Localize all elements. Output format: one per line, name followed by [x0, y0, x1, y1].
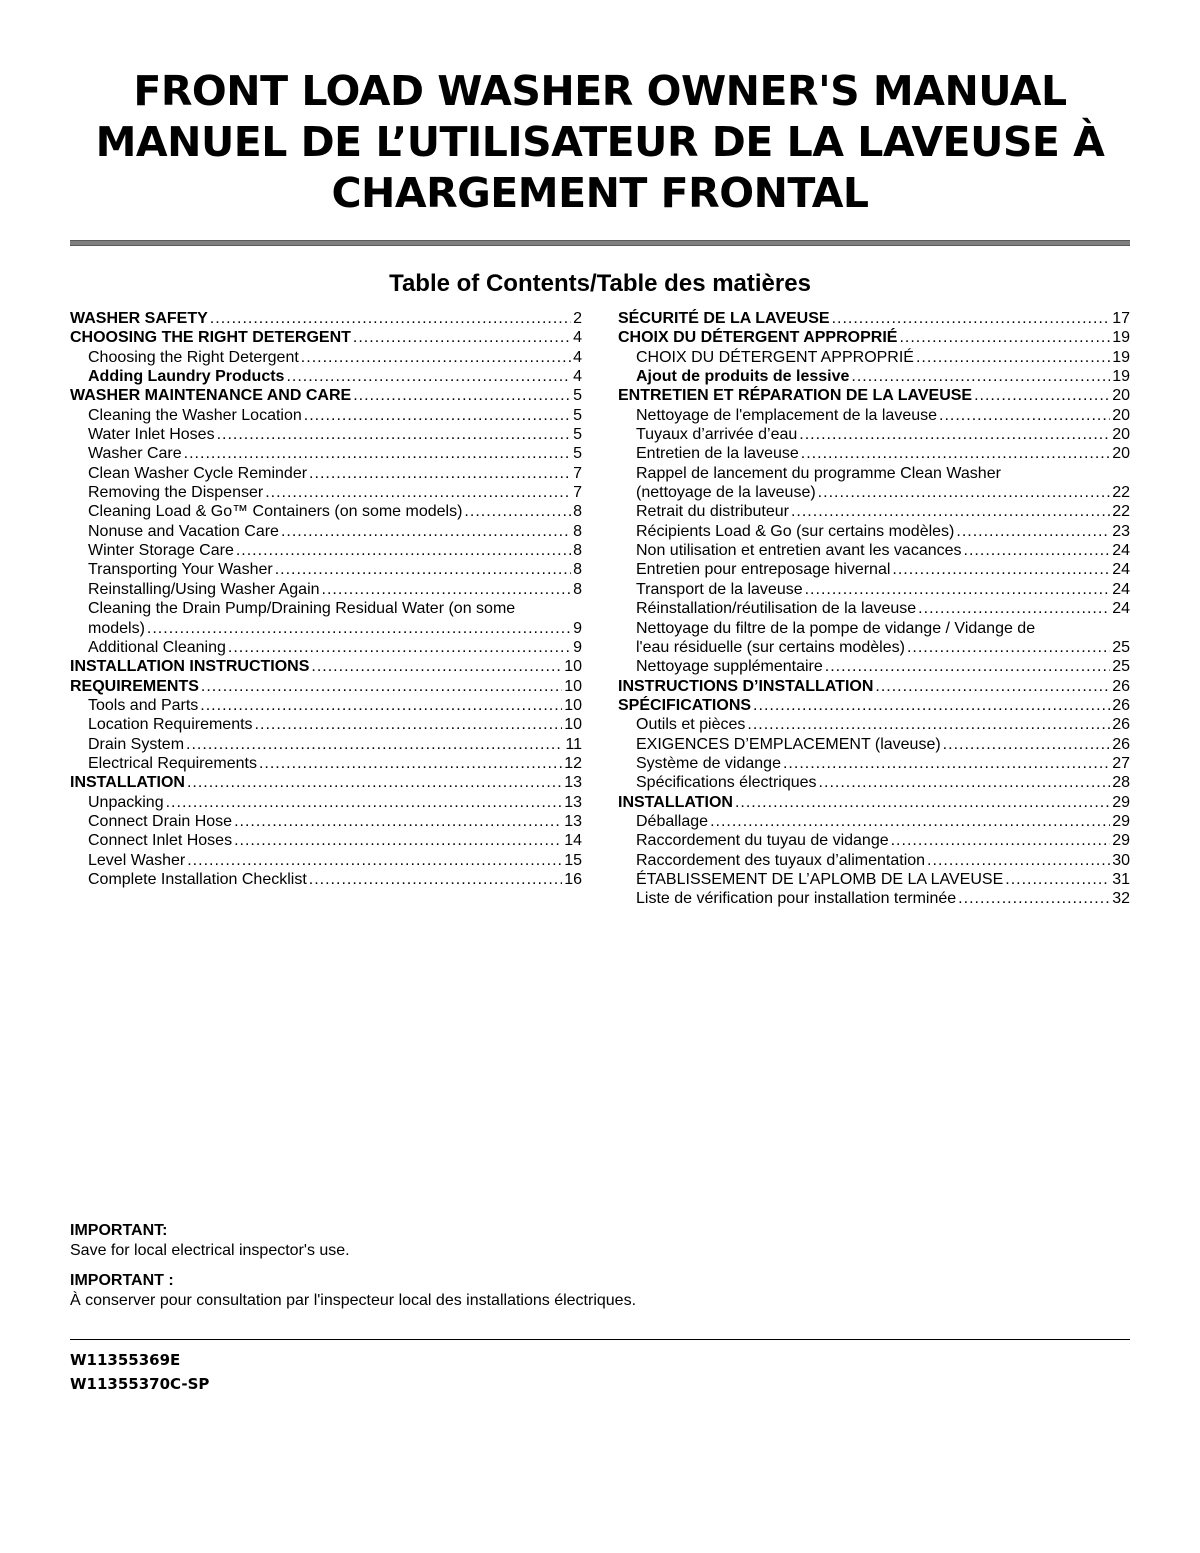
toc-leader-dots	[228, 638, 571, 657]
toc-entry	[70, 444, 582, 463]
toc-entry	[618, 870, 1130, 889]
toc-entry	[70, 715, 582, 734]
toc-page-number: 24	[1112, 600, 1130, 618]
toc-leader-dots	[255, 715, 563, 734]
important-note-label: IMPORTANT :	[70, 1272, 174, 1289]
toc-page-number: 26	[1112, 735, 1130, 753]
toc-entry	[618, 599, 1130, 618]
toc-entry	[70, 793, 582, 812]
toc-entry-label: Cleaning Load & Go™ Containers (on some models)	[88, 503, 463, 521]
toc-leader-dots	[259, 754, 562, 773]
toc-page-number: 31	[1112, 870, 1130, 888]
toc-leader-dots	[186, 735, 563, 754]
toc-entry	[70, 735, 582, 754]
toc-entry	[70, 560, 582, 579]
toc-leader-dots	[234, 812, 562, 831]
toc-page-number: 10	[564, 677, 582, 695]
toc-leader-dots	[1005, 870, 1110, 889]
toc-page-number: 20	[1112, 387, 1130, 405]
toc-entry	[618, 851, 1130, 870]
toc-entry-label: Cleaning the Washer Location	[88, 406, 302, 424]
toc-page-number: 10	[564, 658, 582, 676]
toc-page-number: 10	[564, 716, 582, 734]
toc-page-number: 28	[1112, 774, 1130, 792]
toc-page-number: 29	[1112, 793, 1130, 811]
toc-entry	[618, 696, 1130, 715]
toc-heading: Table of Contents/Table des matières	[389, 270, 811, 297]
toc-entry-label: WASHER SAFETY	[70, 310, 208, 327]
toc-entry-label: Outils et pièces	[636, 716, 746, 734]
toc-leader-dots	[200, 696, 562, 715]
toc-page-number: 15	[564, 851, 582, 869]
toc-page-number: 19	[1112, 348, 1130, 366]
toc-page-number: 16	[564, 870, 582, 888]
toc-leader-dots	[964, 541, 1111, 560]
toc-page-number: 4	[573, 329, 582, 347]
toc-page-number: 2	[573, 310, 582, 327]
toc-entry-label: Adding Laundry Products	[88, 368, 285, 386]
toc-entry-label: Entretien de la laveuse	[636, 445, 799, 463]
toc-entry-label: INSTALLATION	[70, 774, 185, 792]
footer-divider	[70, 1339, 1130, 1340]
toc-entry	[618, 831, 1130, 850]
toc-page-number: 12	[564, 754, 582, 772]
toc-page-number: 29	[1112, 812, 1130, 830]
toc-entry-label: CHOIX DU DÉTERGENT APPROPRIÉ	[636, 348, 914, 366]
toc-entry-label-continued: l'eau résiduelle (sur certains modèles)	[636, 638, 905, 656]
toc-entry	[70, 812, 582, 831]
toc-entry-label: SÉCURITÉ DE LA LAVEUSE	[618, 310, 830, 327]
toc-leader-dots	[892, 560, 1110, 579]
important-note	[70, 1221, 1130, 1261]
toc-entry	[70, 502, 582, 521]
toc-entry	[70, 464, 582, 483]
toc-page-number: 19	[1112, 329, 1130, 347]
toc-leader-dots	[907, 638, 1110, 657]
toc-leader-dots	[309, 464, 571, 483]
toc-entry-label: Washer Care	[88, 445, 182, 463]
toc-entry	[618, 309, 1130, 328]
toc-entry	[70, 348, 582, 367]
toc-leader-dots	[710, 812, 1110, 831]
toc-entry-label: Water Inlet Hoses	[88, 426, 215, 444]
toc-leader-dots	[943, 735, 1111, 754]
toc-page-number: 8	[573, 522, 582, 540]
toc-entry	[618, 367, 1130, 386]
toc-leader-dots	[201, 677, 562, 696]
toc-leader-dots	[875, 677, 1110, 696]
toc-leader-dots	[825, 657, 1110, 676]
toc-page-number: 26	[1112, 716, 1130, 734]
toc-page-number: 25	[1112, 638, 1130, 656]
toc-entry-label: Transporting Your Washer	[88, 561, 273, 579]
toc-leader-dots	[210, 309, 571, 328]
toc-entry-label: Nettoyage de l'emplacement de la laveuse	[636, 406, 938, 424]
toc-leader-dots	[832, 309, 1111, 328]
toc-entry	[70, 696, 582, 715]
toc-page-number: 24	[1112, 580, 1130, 598]
toc-entry-label: Liste de vérification pour installation terminée	[636, 890, 957, 908]
toc-entry	[618, 502, 1130, 521]
toc-entry-label: Raccordement des tuyaux d’alimentation	[636, 851, 926, 869]
toc-entry-label: Nettoyage supplémentaire	[636, 658, 823, 676]
toc-leader-dots	[899, 328, 1110, 347]
toc-entry-label: Entretien pour entreposage hivernal	[636, 561, 891, 579]
document-codes	[70, 1348, 209, 1396]
toc-entry-label: Choosing the Right Detergent	[88, 348, 299, 366]
toc-entry	[618, 444, 1130, 463]
toc-entry	[70, 599, 582, 618]
toc-entry-label: INSTALLATION INSTRUCTIONS	[70, 658, 310, 676]
toc-entry	[70, 870, 582, 889]
toc-entry-label: Cleaning the Drain Pump/Draining Residual Water (on some	[88, 600, 516, 618]
toc-entry	[618, 522, 1130, 541]
toc-page-number: 19	[1112, 368, 1130, 386]
toc-entry	[618, 386, 1130, 405]
toc-entry	[618, 425, 1130, 444]
toc-entry-label: Connect Drain Hose	[88, 812, 233, 830]
toc-leader-dots	[819, 773, 1111, 792]
document-title	[60, 66, 1140, 219]
toc-page-number: 24	[1112, 542, 1130, 560]
part-number: W11355369E	[70, 1351, 181, 1369]
toc-entry	[70, 638, 582, 657]
toc-entry-label: Location Requirements	[88, 716, 253, 734]
toc-page-number: 5	[573, 426, 582, 444]
toc-entry	[70, 522, 582, 541]
toc-entry-label: Retrait du distributeur	[636, 503, 789, 521]
toc-leader-dots	[286, 367, 571, 386]
toc-page-number: 20	[1112, 406, 1130, 424]
toc-entry-label: Connect Inlet Hoses	[88, 832, 233, 850]
toc-page-number: 5	[573, 387, 582, 405]
toc-entry-continuation	[70, 619, 582, 638]
important-note-text: À conserver pour consultation par l'inspecteur local des installations électriques.	[70, 1292, 637, 1309]
toc-leader-dots	[799, 425, 1110, 444]
toc-leader-dots	[891, 831, 1111, 850]
toc-entry-label: INSTALLATION	[618, 793, 733, 811]
toc-column-french	[618, 309, 1130, 909]
toc-entry-label: Raccordement du tuyau de vidange	[636, 832, 889, 850]
toc-page-number: 13	[564, 774, 582, 792]
toc-leader-dots	[147, 619, 571, 638]
toc-entry-label: CHOIX DU DÉTERGENT APPROPRIÉ	[618, 329, 898, 347]
toc-leader-dots	[311, 657, 562, 676]
toc-entry	[618, 773, 1130, 792]
toc-leader-dots	[166, 793, 563, 812]
toc-leader-dots	[791, 502, 1110, 521]
toc-entry	[70, 754, 582, 773]
toc-entry	[618, 580, 1130, 599]
toc-entry	[70, 580, 582, 599]
toc-leader-dots	[818, 483, 1111, 502]
toc-entry-label: WASHER MAINTENANCE AND CARE	[70, 387, 352, 405]
toc-page-number: 9	[573, 638, 582, 656]
toc-page-number: 8	[573, 542, 582, 560]
toc-entry	[70, 425, 582, 444]
toc-page-number: 32	[1112, 890, 1130, 908]
toc-entry	[618, 560, 1130, 579]
toc-entry	[618, 328, 1130, 347]
toc-leader-dots	[353, 386, 571, 405]
toc-entry-label: Transport de la laveuse	[636, 580, 803, 598]
toc-page-number: 22	[1112, 484, 1130, 502]
toc-entry	[70, 831, 582, 850]
toc-page-number: 26	[1112, 677, 1130, 695]
toc-page-number: 20	[1112, 426, 1130, 444]
toc-entry-label: Removing the Dispenser	[88, 484, 264, 502]
toc-entry-label: Réinstallation/réutilisation de la laveuse	[636, 600, 917, 618]
toc-leader-dots	[217, 425, 572, 444]
toc-leader-dots	[783, 754, 1110, 773]
important-notes	[70, 1221, 1130, 1321]
title-line-1: FRONT LOAD WASHER OWNER'S MANUAL	[133, 67, 1067, 115]
toc-entry	[618, 657, 1130, 676]
toc-page-number: 11	[565, 735, 582, 753]
toc-entry-label: EXIGENCES D’EMPLACEMENT (laveuse)	[636, 735, 941, 753]
toc-leader-dots	[187, 773, 562, 792]
toc-leader-dots	[958, 889, 1110, 908]
toc-leader-dots	[234, 831, 562, 850]
toc-page-number: 14	[564, 832, 582, 850]
toc-entry	[618, 735, 1130, 754]
toc-entry-label: CHOOSING THE RIGHT DETERGENT	[70, 329, 351, 347]
toc-entry-label: INSTRUCTIONS D’INSTALLATION	[618, 677, 874, 695]
toc-entry-label: Spécifications électriques	[636, 774, 817, 792]
toc-entry-label: REQUIREMENTS	[70, 677, 199, 695]
toc-page-number: 8	[573, 580, 582, 598]
toc-entry-label: SPÉCIFICATIONS	[618, 696, 752, 714]
important-note-text: Save for local electrical inspector's use.	[70, 1242, 350, 1259]
toc-page-number: 9	[573, 619, 582, 637]
toc-leader-dots	[753, 696, 1110, 715]
toc-entry	[618, 464, 1130, 483]
toc-entry-label: Drain System	[88, 735, 185, 753]
toc-column-english	[70, 309, 582, 889]
toc-entry-label: Système de vidange	[636, 754, 781, 772]
toc-entry	[618, 793, 1130, 812]
toc-page-number: 25	[1112, 658, 1130, 676]
toc-page-number: 30	[1112, 851, 1130, 869]
toc-entry-label: Rappel de lancement du programme Clean Washer	[636, 464, 1001, 482]
toc-entry	[618, 677, 1130, 696]
toc-entry-label-continued: models)	[88, 619, 145, 637]
toc-page-number: 17	[1112, 310, 1130, 327]
toc-leader-dots	[281, 522, 571, 541]
toc-page-number: 24	[1112, 561, 1130, 579]
toc-entry-label: Complete Installation Checklist	[88, 870, 307, 888]
toc-entry	[70, 657, 582, 676]
toc-entry-continuation	[618, 483, 1130, 502]
toc-entry	[70, 541, 582, 560]
toc-leader-dots	[735, 793, 1110, 812]
important-note-label: IMPORTANT:	[70, 1222, 168, 1239]
toc-page-number: 4	[573, 368, 582, 386]
toc-leader-dots	[353, 328, 571, 347]
title-line-3: CHARGEMENT FRONTAL	[331, 169, 869, 217]
toc-entry-label: Unpacking	[88, 793, 164, 811]
toc-page-number: 20	[1112, 445, 1130, 463]
toc-leader-dots	[747, 715, 1110, 734]
toc-entry	[618, 754, 1130, 773]
part-number: W11355370C-SP	[70, 1375, 210, 1393]
toc-leader-dots	[322, 580, 572, 599]
toc-entry-label: Tools and Parts	[88, 696, 199, 714]
toc-entry	[618, 889, 1130, 908]
toc-entry	[70, 367, 582, 386]
toc-leader-dots	[801, 444, 1110, 463]
toc-page-number: 5	[573, 406, 582, 424]
toc-page-number: 26	[1112, 696, 1130, 714]
important-note	[70, 1271, 1130, 1311]
toc-entry-label: Level Washer	[88, 851, 186, 869]
toc-page-number: 23	[1112, 522, 1130, 540]
toc-entry	[618, 406, 1130, 425]
toc-entry-label: Clean Washer Cycle Reminder	[88, 464, 308, 482]
toc-leader-dots	[309, 870, 562, 889]
toc-entry-label: Additional Cleaning	[88, 638, 226, 656]
toc-leader-dots	[236, 541, 571, 560]
toc-entry	[70, 773, 582, 792]
toc-entry-label: ÉTABLISSEMENT DE L’APLOMB DE LA LAVEUSE	[636, 870, 1004, 888]
toc-entry-label: Ajout de produits de lessive	[636, 368, 850, 386]
toc-entry	[618, 715, 1130, 734]
title-line-2: MANUEL DE L’UTILISATEUR DE LA LAVEUSE À	[95, 118, 1105, 166]
toc-leader-dots	[184, 444, 571, 463]
toc-page-number: 5	[573, 445, 582, 463]
toc-entry-label-continued: (nettoyage de la laveuse)	[636, 484, 816, 502]
toc-leader-dots	[265, 483, 571, 502]
toc-page-number: 4	[573, 348, 582, 366]
toc-leader-dots	[464, 502, 571, 521]
toc-page-number: 13	[564, 793, 582, 811]
toc-entry-label: Nonuse and Vacation Care	[88, 522, 279, 540]
toc-entry	[70, 328, 582, 347]
toc-leader-dots	[974, 386, 1110, 405]
toc-entry-label: Winter Storage Care	[88, 542, 234, 560]
toc-entry-label: ENTRETIEN ET RÉPARATION DE LA LAVEUSE	[618, 387, 973, 405]
toc-leader-dots	[275, 560, 571, 579]
toc-entry-label: Déballage	[636, 812, 709, 830]
toc-leader-dots	[927, 851, 1110, 870]
toc-entry-label: Reinstalling/Using Washer Again	[88, 580, 320, 598]
toc-page-number: 22	[1112, 503, 1130, 521]
toc-leader-dots	[301, 348, 571, 367]
toc-entry	[70, 406, 582, 425]
toc-entry	[70, 851, 582, 870]
toc-page-number: 7	[573, 484, 582, 502]
toc-entry	[618, 619, 1130, 638]
toc-entry-label: Récipients Load & Go (sur certains modèles)	[636, 522, 955, 540]
toc-page-number: 7	[573, 464, 582, 482]
toc-leader-dots	[805, 580, 1111, 599]
toc-entry	[618, 348, 1130, 367]
toc-entry-continuation	[618, 638, 1130, 657]
title-divider	[70, 240, 1130, 246]
toc-entry-label: Non utilisation et entretien avant les vacances	[636, 542, 962, 560]
toc-entry	[70, 483, 582, 502]
toc-page-number: 10	[564, 696, 582, 714]
toc-entry-label: Tuyaux d’arrivée d’eau	[636, 426, 798, 444]
toc-entry-label: Electrical Requirements	[88, 754, 257, 772]
toc-entry	[618, 812, 1130, 831]
toc-page-number: 27	[1112, 754, 1130, 772]
toc-leader-dots	[851, 367, 1110, 386]
toc-entry	[70, 309, 582, 328]
toc-entry	[618, 541, 1130, 560]
toc-leader-dots	[956, 522, 1110, 541]
toc-entry-label: Nettoyage du filtre de la pompe de vidange / Vidange de	[636, 619, 1036, 637]
toc-leader-dots	[187, 851, 562, 870]
toc-entry	[70, 677, 582, 696]
toc-page-number: 29	[1112, 832, 1130, 850]
toc-page-number: 8	[573, 503, 582, 521]
toc-leader-dots	[916, 348, 1110, 367]
toc-page-number: 13	[564, 812, 582, 830]
toc-leader-dots	[304, 406, 571, 425]
toc-leader-dots	[939, 406, 1110, 425]
toc-leader-dots	[918, 599, 1110, 618]
toc-page-number: 8	[573, 561, 582, 579]
toc-entry	[70, 386, 582, 405]
